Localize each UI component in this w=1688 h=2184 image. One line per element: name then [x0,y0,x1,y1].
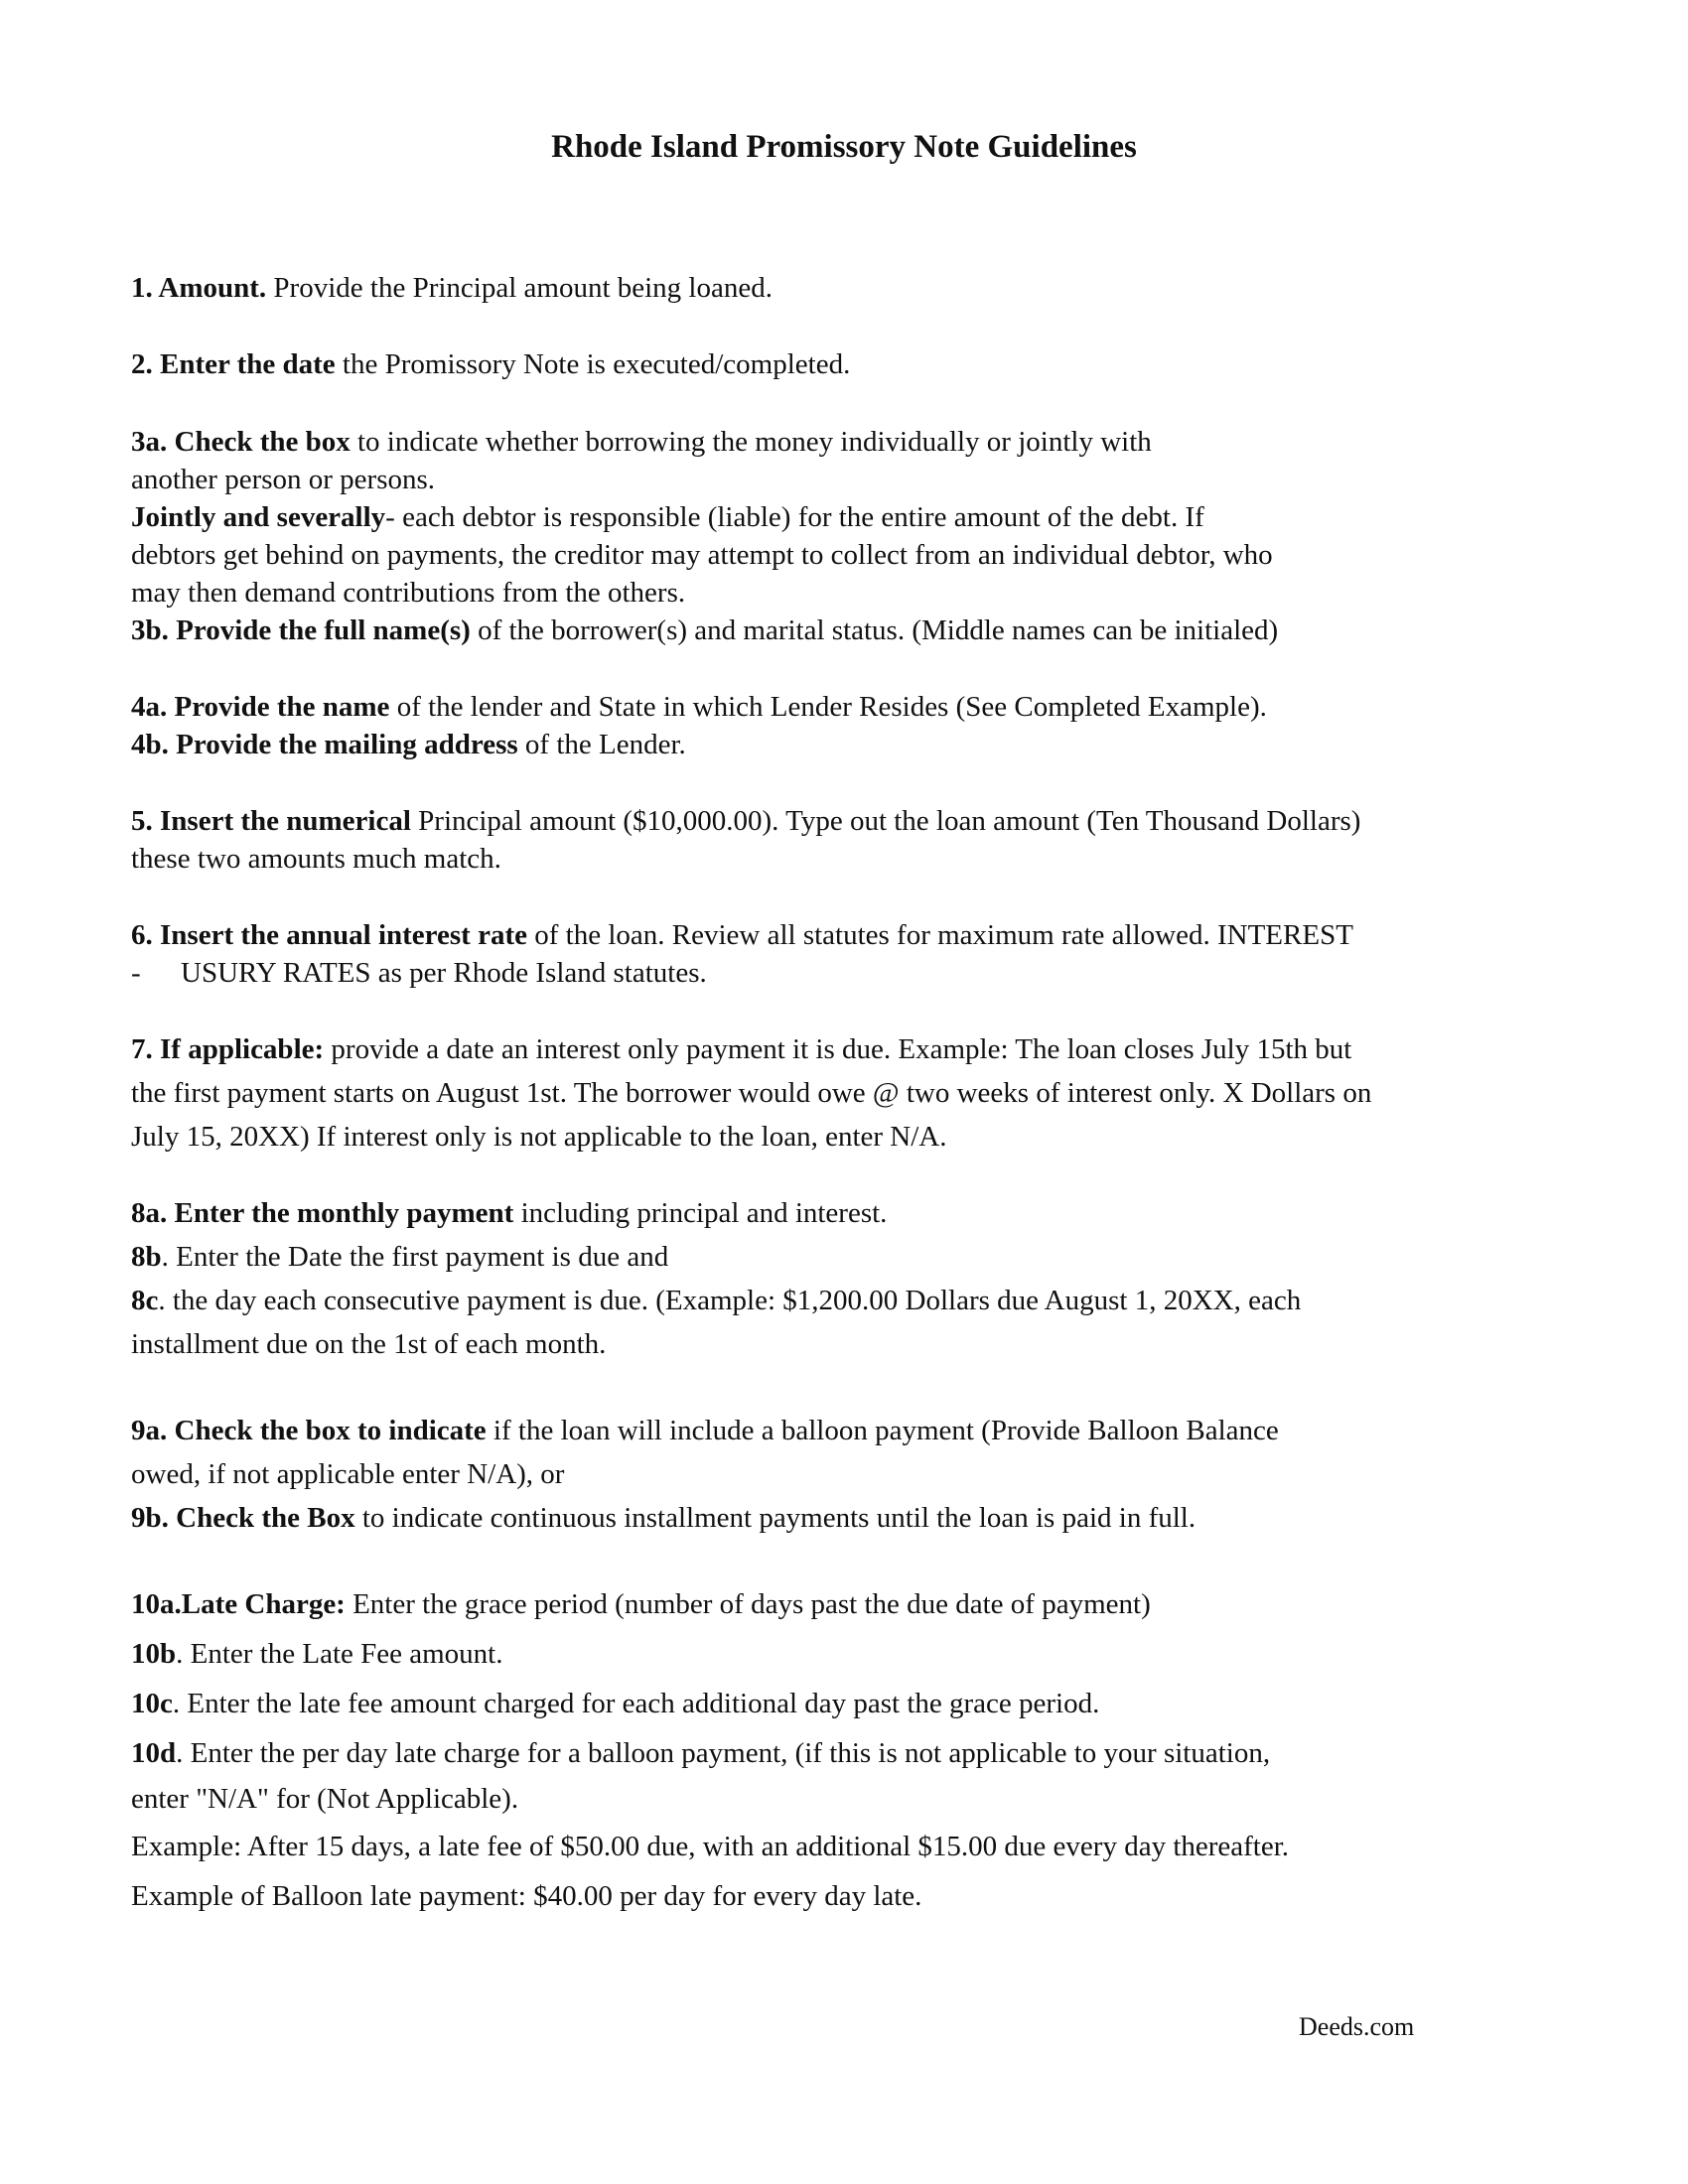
guideline-line-9a-cont [131,1456,564,1492]
line-text: of the Lender. [517,729,686,760]
guideline-line-5-cont [131,841,501,877]
line-text: installment due on the 1st of each month. [131,1328,607,1360]
line-text: . Enter the Late Fee amount. [176,1638,503,1670]
guideline-line-9a [131,1413,1279,1448]
line-bold: 10c [131,1688,173,1719]
line-bold: 10b [131,1638,177,1670]
line-bold: 2. Enter the date [131,348,336,380]
guideline-line-4a [131,689,1267,725]
dash-bullet: - [131,957,141,989]
line-text: to indicate continuous installment payments until the loan is paid in full. [354,1502,1196,1534]
line-bold: Jointly and severally [131,501,386,533]
line-text: . Enter the per day late charge for a balloon payment, (if this is not applicable to your situation, [176,1737,1271,1769]
footer-brand: Deeds.com [1299,2012,1415,2041]
line-bold: 1. Amount. [131,272,267,304]
guideline-line-10d [131,1735,1270,1771]
guideline-line-6 [131,917,1353,953]
line-text: the Promissory Note is executed/completed. [335,348,851,380]
line-text: including principal and interest. [513,1197,888,1229]
line-bold: 5. Insert the numerical [131,805,411,837]
guideline-line-10c [131,1686,1099,1721]
line-text: debtors get behind on payments, the creditor may attempt to collect from an individual debtor, who [131,539,1273,571]
guideline-line-6-cont [181,955,707,991]
line-text: of the loan. Review all statutes for maximum rate allowed. INTEREST [526,919,1353,951]
line-text: the first payment starts on August 1st. The borrower would owe @ two weeks of interest only. X Dollars on [131,1077,1372,1109]
line-text: Principal amount ($10,000.00). Type out the loan amount (Ten Thousand Dollars) [410,805,1361,837]
line-text: to indicate whether borrowing the money individually or jointly with [350,426,1152,458]
guideline-line-jointly-cont-1 [131,537,1273,573]
guideline-line-9b [131,1500,1196,1536]
line-text: another person or persons. [131,464,436,495]
line-text: . Enter the late fee amount charged for each additional day past the grace period. [172,1688,1100,1719]
guideline-line-10b [131,1636,503,1672]
line-text: of the lender and State in which Lender Resides (See Completed Example). [389,691,1267,723]
line-text: of the borrower(s) and marital status. (Middle names can be initialed) [470,614,1279,646]
line-bold: 4b. Provide the mailing address [131,729,518,760]
line-text: Example: After 15 days, a late fee of $50.00 due, with an additional $15.00 due every day thereafter. [131,1831,1290,1862]
example-late-fee [131,1829,1289,1864]
line-bold: 7. If applicable: [131,1033,325,1065]
line-text: enter "N/A" for (Not Applicable). [131,1783,519,1815]
line-text: provide a date an interest only payment it is due. Example: The loan closes July 15th but [324,1033,1352,1065]
line-bold: 3a. Check the box [131,426,351,458]
line-bold: 4a. Provide the name [131,691,390,723]
line-text: Enter the grace period (number of days past the due date of payment) [345,1588,1151,1620]
guideline-line-8c-cont [131,1326,606,1362]
line-text: Provide the Principal amount being loaned. [266,272,773,304]
guideline-line-7-cont-2 [131,1119,947,1155]
guideline-line-3b [131,613,1278,648]
guideline-line-10a [131,1586,1151,1622]
line-bold: 3b. Provide the full name(s) [131,614,471,646]
guideline-line-jointly [131,499,1204,535]
guideline-line-7-cont-1 [131,1075,1371,1111]
guideline-line-1 [131,270,773,306]
guideline-line-2 [131,346,850,382]
line-bold: 8b [131,1241,162,1273]
line-bold: 6. Insert the annual interest rate [131,919,527,951]
line-bold: 10d [131,1737,177,1769]
guideline-line-3a [131,424,1152,460]
line-text: USURY RATES as per Rhode Island statutes. [181,957,707,989]
line-bold: 8c [131,1285,159,1316]
guideline-line-8a [131,1195,887,1231]
line-text: if the loan will include a balloon payment (Provide Balloon Balance [486,1415,1279,1446]
line-text: Example of Balloon late payment: $40.00 per day for every day late. [131,1880,922,1912]
guideline-line-4b [131,727,686,762]
line-text: may then demand contributions from the others. [131,577,686,609]
line-bold: 10a.Late Charge: [131,1588,346,1620]
guideline-line-10d-cont [131,1781,518,1817]
line-bold: 9a. Check the box to indicate [131,1415,487,1446]
line-text: July 15, 20XX) If interest only is not applicable to the loan, enter N/A. [131,1121,947,1153]
guideline-line-8b [131,1239,668,1275]
example-balloon-late [131,1878,921,1914]
line-bold: 9b. Check the Box [131,1502,355,1534]
line-text: . the day each consecutive payment is due. (Example: $1,200.00 Dollars due August 1, 20XX, each [158,1285,1302,1316]
guideline-line-5 [131,803,1360,839]
line-bold: 8a. Enter the monthly payment [131,1197,514,1229]
line-text: owed, if not applicable enter N/A), or [131,1458,565,1490]
guideline-line-3a-cont [131,462,435,497]
line-text: - each debtor is responsible (liable) for the entire amount of the debt. If [385,501,1204,533]
document-title: Rhode Island Promissory Note Guidelines [551,129,1137,165]
guideline-line-7 [131,1031,1351,1067]
guideline-line-8c [131,1283,1301,1318]
guideline-line-jointly-cont-2 [131,575,685,611]
line-text: these two amounts much match. [131,843,501,875]
line-text: . Enter the Date the first payment is due and [161,1241,669,1273]
